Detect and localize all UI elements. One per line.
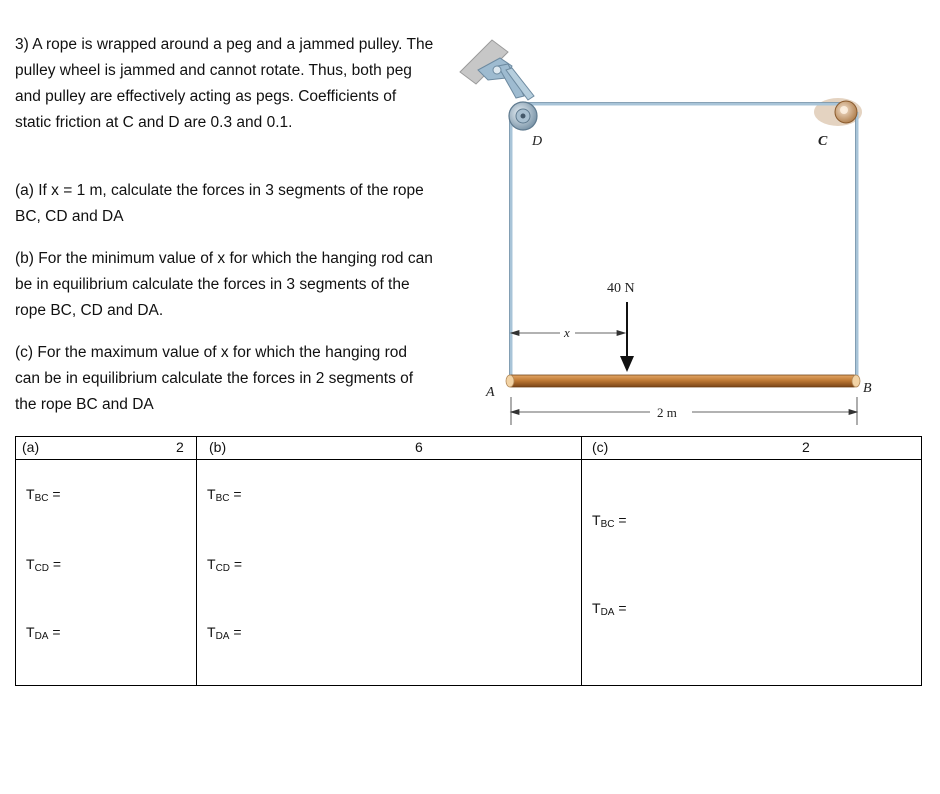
peg-c xyxy=(835,101,857,123)
answer-table xyxy=(15,436,922,686)
part-a-text: (a) If x = 1 m, calculate the forces in 3 segments of the rope BC, CD and DA xyxy=(15,182,424,225)
answer-cell-b[interactable] xyxy=(197,460,582,686)
col-a-label: (a) xyxy=(22,439,40,455)
rope xyxy=(511,104,857,378)
answer-a-tbc: $T_{BC}$ = xyxy=(26,486,61,504)
force-arrow xyxy=(620,302,634,372)
answer-c-tbc: $T_{BC}$ = xyxy=(592,512,627,530)
x-label: x xyxy=(564,325,570,340)
answer-b-tda: $T_{DA}$ = xyxy=(207,624,242,642)
ceiling-mount xyxy=(460,40,534,100)
answer-b-tcd: $T_{CD}$ = xyxy=(207,556,243,574)
answer-cell-c[interactable] xyxy=(582,460,922,686)
length-dimension xyxy=(511,397,857,425)
answer-a-tcd: $T_{CD}$ = xyxy=(26,556,62,574)
answer-table-header xyxy=(16,437,922,460)
label-d: D xyxy=(532,134,543,149)
answer-cell-a[interactable] xyxy=(16,460,197,686)
label-a: A xyxy=(486,385,495,400)
label-b: B xyxy=(863,381,872,396)
part-c-text: (c) For the maximum value of x for which the hanging rod can be in equilibrium calculate the forces in 2 segments of the rope BC and DA xyxy=(15,344,414,413)
answer-c-tda: $T_{DA}$ = xyxy=(592,600,627,618)
force-label: 40 N xyxy=(607,281,635,296)
length-label: 2 m xyxy=(657,405,677,420)
col-b-label: (b) xyxy=(209,439,227,455)
hanging-rod xyxy=(506,375,860,387)
answer-b-tbc: $T_{BC}$ = xyxy=(207,486,242,504)
col-c-points: 2 xyxy=(802,439,810,455)
problem-statement: 3) A rope is wrapped around a peg and a jammed pulley. The pulley wheel is jammed and cannot rotate. Thus, both peg and pulley are effectively acting as pegs. Coefficients of static friction at C and D are 0.3 and 0.1. xyxy=(15,36,434,131)
pulley-d xyxy=(509,102,537,130)
col-a-points: 2 xyxy=(176,439,184,455)
part-b-text: (b) For the minimum value of x for which the hanging rod can be in equilibrium calculate the forces in 3 segments of the rope BC, CD and DA. xyxy=(15,250,433,319)
rope-pulley-figure xyxy=(455,28,940,438)
label-c: C xyxy=(818,134,828,149)
col-b-points: 6 xyxy=(415,439,423,455)
answer-a-tda: $T_{DA}$ = xyxy=(26,624,61,642)
col-c-label: (c) xyxy=(592,439,609,455)
